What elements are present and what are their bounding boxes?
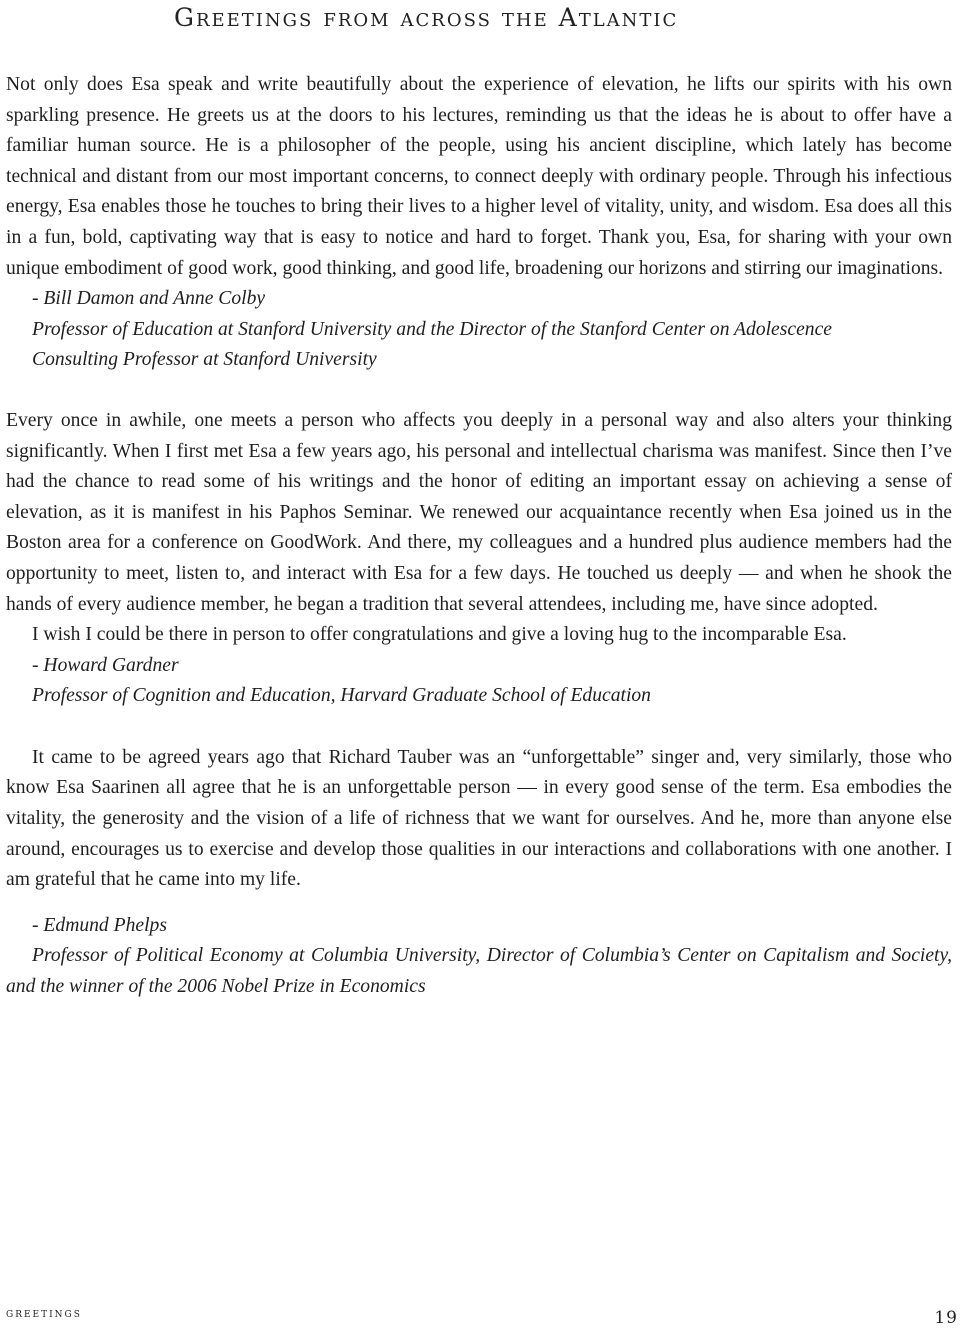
testimonial-1-title-1: Professor of Education at Stanford University and the Director of the Stanford Center on Adolescence xyxy=(32,318,832,340)
testimonial-1-paragraph-1: Not only does Esa speak and write beautifully about the experience of elevation, he lifts our spirits with his own sparkling presence. He greets us at the doors to his lectures, reminding us that the ideas he is about to offer have a familiar human source. He is a philosopher of the people, using his ancient discipline, which lately has become technical and distant from our most important concerns, to connect deeply with ordinary people. Through his infectious energy, Esa enables those he touches to bring their lives to a higher level of vitality, unity, and wisdom. Esa does all this in a fun, bold, captivating way that is easy to notice and hard to forget. Thank you, Esa, for sharing with your own unique embodiment of good work, good thinking, and good life, broadening our horizons and stirring our imaginations. xyxy=(6,74,952,279)
testimonial-2-paragraph-2: I wish I could be there in person to offer congratulations and give a loving hug to the incomparable Esa. xyxy=(32,624,847,646)
testimonial-3-title-1: Professor of Political Economy at Columbia University, Director of Columbia’s Center on Capitalism and Society, and the winner of the 2006 Nobel Prize in Economics xyxy=(6,945,952,998)
testimonial-2-title-1: Professor of Cognition and Education, Harvard Graduate School of Education xyxy=(32,685,651,707)
spacer xyxy=(6,896,952,911)
testimonial-2-paragraph-1: Every once in awhile, one meets a person who affects you deeply in a personal way and also alters your thinking significantly. When I first met Esa a few years ago, his personal and intellectual charisma was manifest. Since then I’ve had the chance to read some of his writings and the honor of editing an important essay on achieving a sense of elevation, as it is manifest in his Paphos Seminar. We renewed our acquaintance recently when Esa joined us in the Boston area for a conference on GoodWork. And there, my colleagues and a hundred plus audience members had the opportunity to meet, listen to, and interact with Esa for a few days. He touched us deeply — and when he shook the hands of every audience member, he began a tradition that several attendees, including me, have since adopted. xyxy=(6,409,952,615)
testimonial-2-author: - Howard Gardner xyxy=(32,654,179,676)
footer-section-label: greetings xyxy=(6,1306,82,1321)
testimonial-3-paragraph-1: It came to be agreed years ago that Richard Tauber was an “unforgettable” singer and, very similarly, those who know Esa Saarinen all agree that he is an unforgettable person — in every good sense of the term. Esa embodies the vitality, the generosity and the vision of a life of richness that we want for ourselves. And he, more than anyone else around, encourages us to exercise and develop those qualities in our interactions and collaborations with one another. I am grateful that he came into my life. xyxy=(6,746,952,891)
page-body xyxy=(6,70,952,1003)
testimonial-1-author: - Bill Damon and Anne Colby xyxy=(32,288,266,310)
testimonial-1-title-2: Consulting Professor at Stanford University xyxy=(32,349,377,371)
spacer xyxy=(6,712,952,743)
page-title: Greetings from across the Atlantic xyxy=(174,3,679,32)
page-number: 19 xyxy=(934,1308,958,1328)
spacer xyxy=(6,376,952,406)
testimonial-3-author: - Edmund Phelps xyxy=(32,914,167,936)
